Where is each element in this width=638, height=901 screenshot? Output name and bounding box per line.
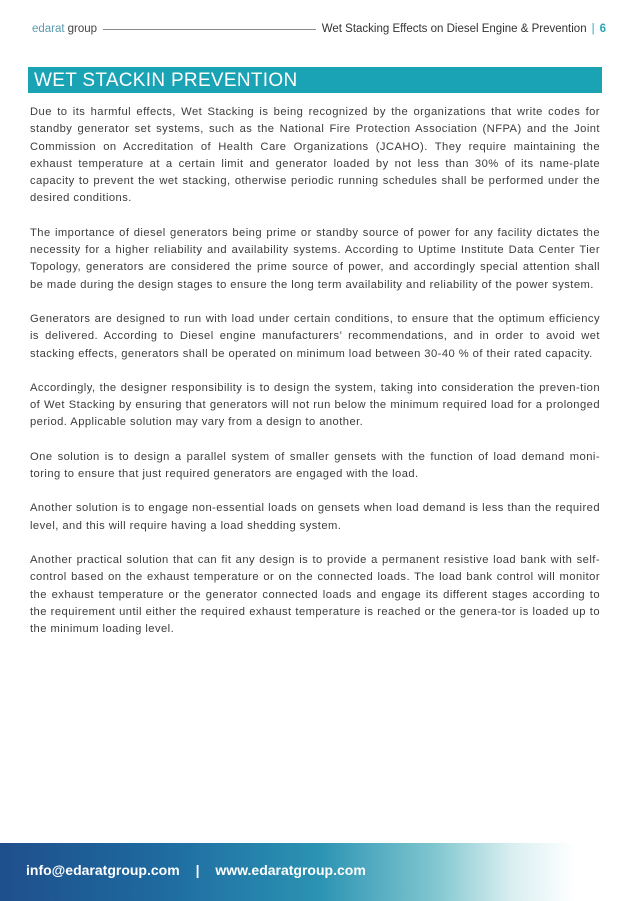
- header-separator: |: [591, 23, 595, 35]
- page-footer: [0, 843, 638, 901]
- body-content: [30, 104, 600, 655]
- header-divider-line: [103, 29, 316, 30]
- footer-contact: [26, 862, 366, 878]
- section-heading: WET STACKIN PREVENTION: [28, 67, 602, 93]
- paragraph: Another practical solution that can fit any design is to provide a permanent resistive load bank with self-control based on the exhaust temperature or on the connected loads. The load bank control will monitor the exhaust temperature or the generator connected loads and engage its different stages according to the requirement until either the required exhaust temperature is reached or the genera-tor is loaded up to the minimum loading level.: [30, 553, 600, 636]
- page-header: [32, 20, 606, 38]
- footer-email-link[interactable]: info@edaratgroup.com: [26, 862, 180, 878]
- brand-name: edarat: [32, 23, 65, 35]
- paragraph: The importance of diesel generators being prime or standby source of power for any facility dictates the necessity for a higher reliability and availability systems. According to Uptime Institute Data Center Tier Topology, generators are considered the prime source of power, and accordingly special attention shall be made during the design stages to ensure the long term availability and reliability of the power system.: [30, 226, 600, 291]
- document-title: Wet Stacking Effects on Diesel Engine & Prevention: [321, 23, 587, 35]
- paragraph: Generators are designed to run with load under certain conditions, to ensure that the optimum efficiency is delivered. According to Diesel engine manufacturers’ recommendations, and in order to avoid wet stacking effects, generators shall be operated on minimum load between 30-40 % of their rated capacity.: [30, 312, 600, 360]
- paragraph: Due to its harmful effects, Wet Stacking is being recognized by the organizations that write codes for standby generator set systems, such as the National Fire Protection Association (NFPA) and the Joint Commission on Accreditation of Health Care Organizations (JCAHO). They require maintaining the exhaust temperature at a certain limit and generator loaded by not less than 30% of its name-plate capacity to prevent the wet stacking, otherwise periodic running schedules shall be performed under the desired conditions.: [30, 106, 600, 205]
- brand-suffix: group: [67, 23, 98, 35]
- page-number: 6: [599, 23, 606, 35]
- paragraph: Another solution is to engage non-essential loads on gensets when load demand is less than the required level, and this will require having a load shedding system.: [30, 502, 600, 532]
- footer-website-link[interactable]: www.edaratgroup.com: [215, 862, 366, 878]
- paragraph: Accordingly, the designer responsibility is to design the system, taking into consideration the preven-tion of Wet Stacking by ensuring that generators will not run below the minimum required load for a prolonged period. Applicable solution may vary from a design to another.: [30, 381, 600, 429]
- footer-separator: |: [195, 862, 200, 878]
- paragraph: One solution is to design a parallel system of smaller gensets with the function of load demand moni-toring to ensure that just required generators are engaged with the load.: [30, 450, 600, 481]
